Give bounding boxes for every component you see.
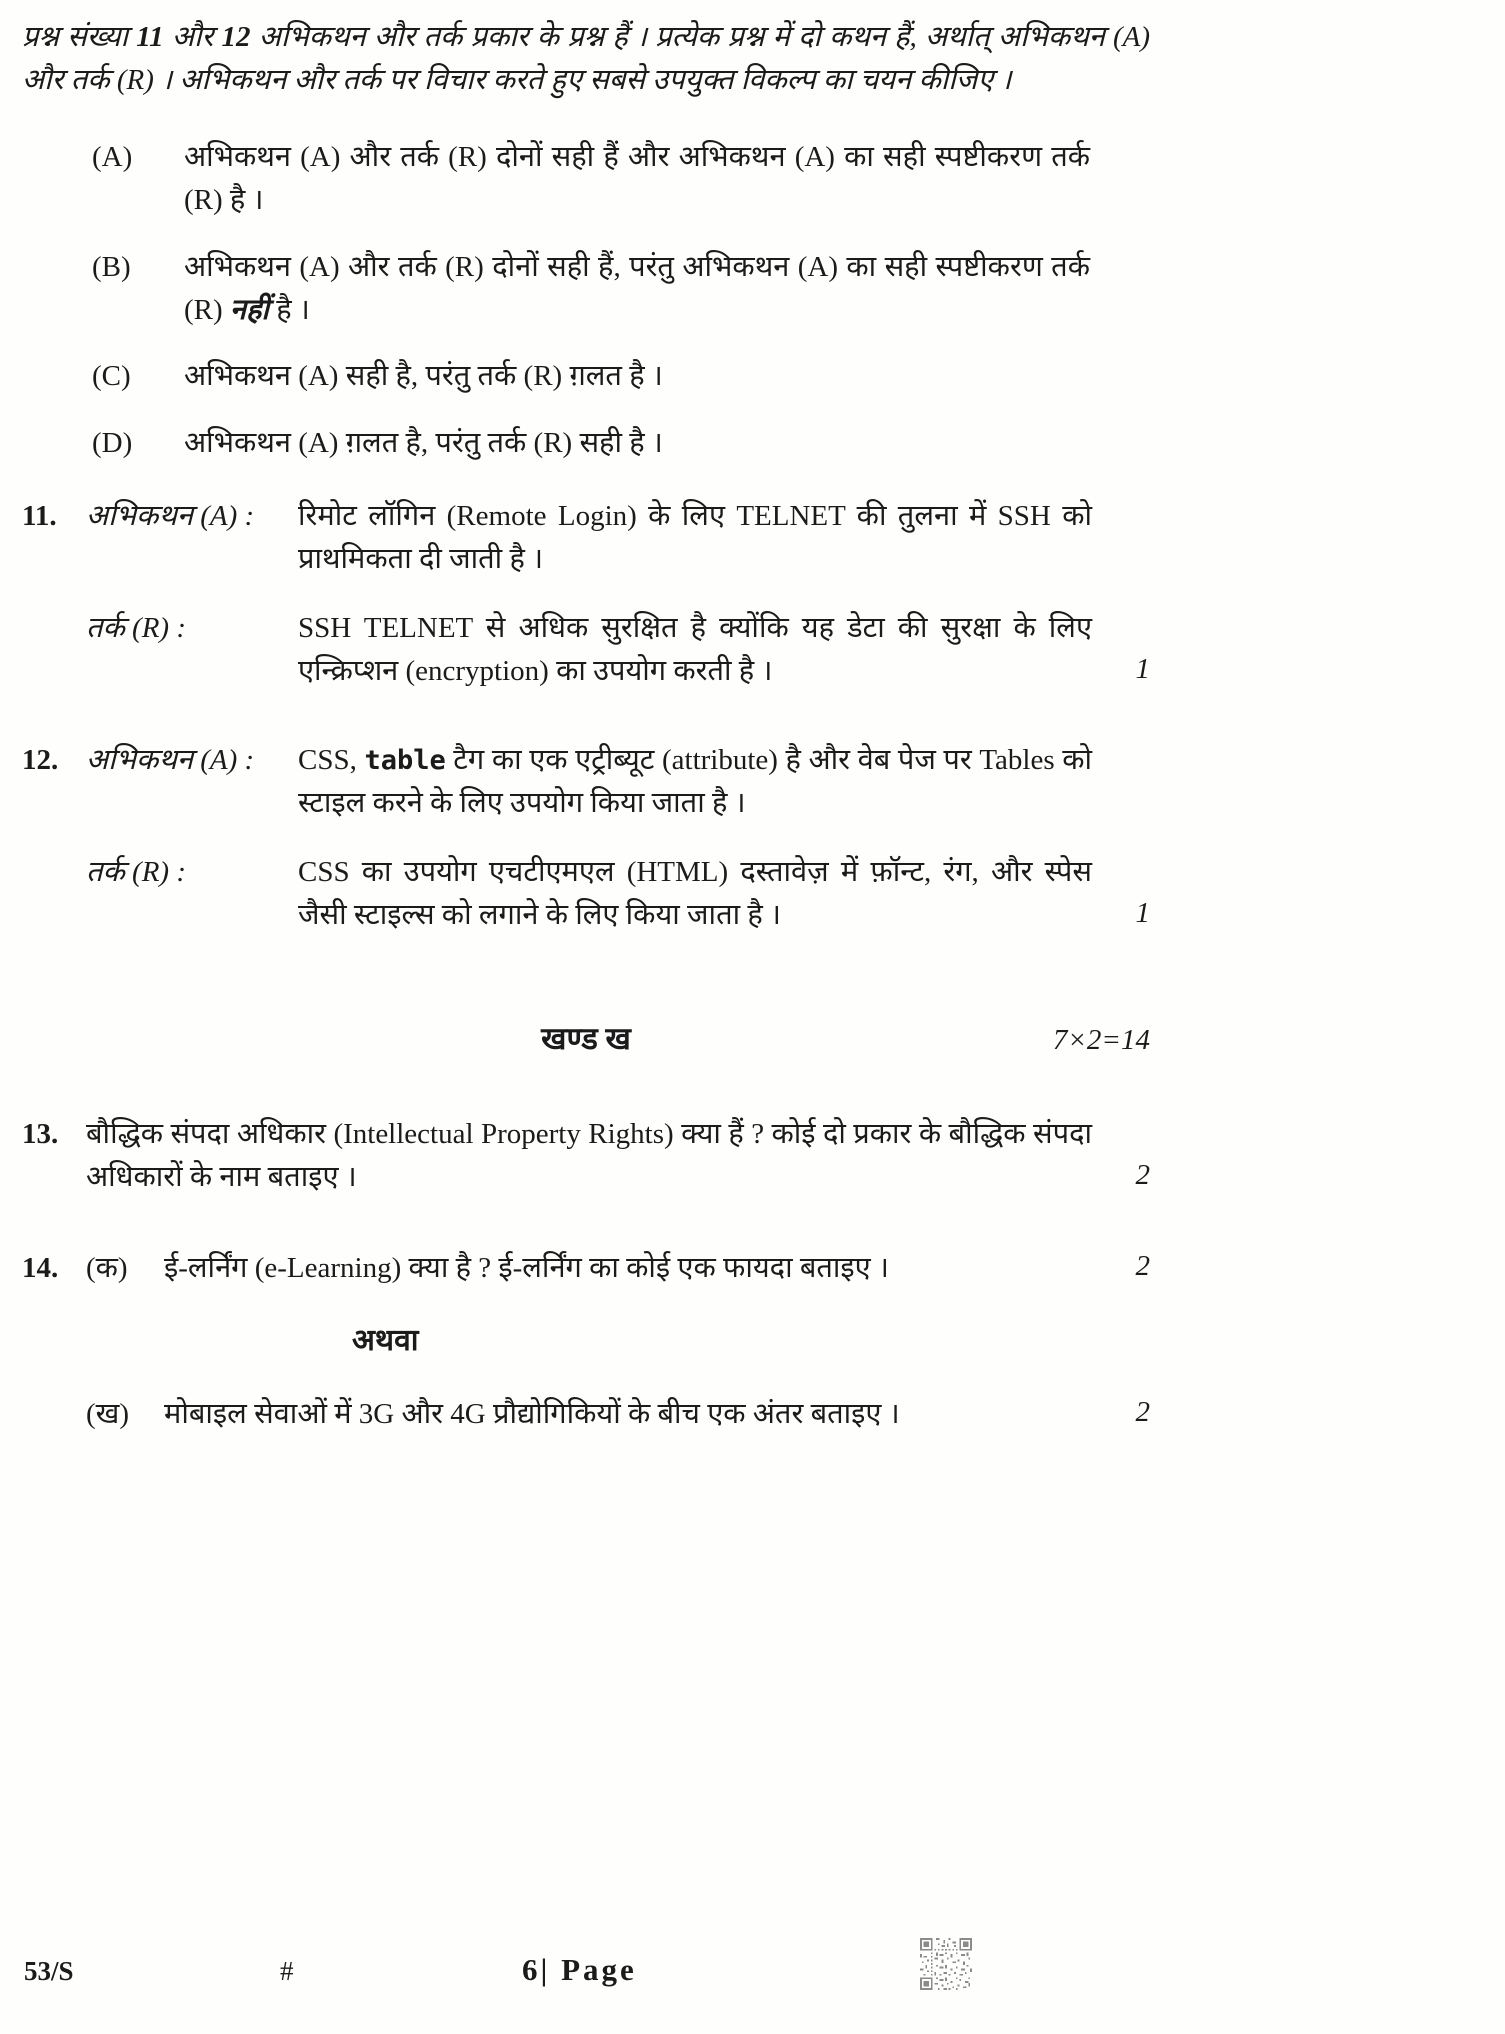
question-12-reason-label: तर्क (R) : [86, 855, 186, 888]
intro-conjunction: और [163, 21, 222, 53]
qr-code-icon [920, 1938, 972, 1990]
question-11-reason-label: तर्क (R) : [86, 612, 186, 645]
question-11-assertion-label: अभिकथन (A) : [86, 500, 255, 533]
question-14-part-a-text: ई-लर्निंग (e-Learning) क्या है ? ई-लर्निंग का कोई एक फायदा बताइए । [164, 1252, 889, 1285]
option-a-label: (A) [92, 140, 133, 173]
question-14-part-a-label: (क) [86, 1252, 128, 1285]
question-13-text: बौद्धिक संपदा अधिकार (Intellectual Property Rights) क्या हैं ? कोई दो प्रकार के बौद्धिक संपदा अधिकारों के नाम बताइए । [86, 1118, 1092, 1194]
question-11-assertion-text [298, 495, 1150, 581]
option-b [22, 246, 1150, 332]
question-13 [22, 1113, 1150, 1199]
section-title: खण्ड ख [541, 1020, 631, 1056]
option-b-text-bold: नहीं [229, 293, 269, 326]
question-11 [22, 495, 1150, 693]
question-11-assertion-row [22, 495, 1150, 581]
option-c-text [184, 355, 1150, 398]
intro-paragraph [22, 16, 1150, 102]
question-11-reason-text: SSH TELNET से अधिक सुरक्षित है क्योंकि यह डेटा की सुरक्षा के लिए एन्क्रिप्शन (encryption) का उपयोग करती है । [298, 612, 1092, 687]
paper-code: 53/S [24, 1956, 74, 1986]
question-11-spacer [22, 607, 86, 693]
option-a [22, 136, 1150, 222]
page-number: 6| Page [522, 1952, 637, 1987]
section-marks-scheme: 7×2=14 [1052, 1023, 1150, 1056]
intro-text-pre: प्रश्न संख्या [22, 21, 137, 53]
question-12-assertion-row [22, 739, 1150, 825]
option-c-label: (C) [92, 360, 131, 393]
question-12-reason-text: CSS का उपयोग एचटीएमएल (HTML) दस्तावेज़ में फ़ॉन्ट, रंग, और स्पेस जैसी स्टाइल्स को लगाने के लिए किया जाता है । [298, 855, 1092, 931]
question-14 [22, 1247, 1150, 1436]
question-13-number: 13. [22, 1118, 59, 1151]
question-13-row [22, 1113, 1150, 1199]
question-14-part-a-marks: 2 [1135, 1250, 1150, 1283]
question-11-reason-row [22, 607, 1150, 693]
option-d-label: (D) [92, 427, 133, 460]
question-12-reason-row [22, 851, 1150, 937]
question-13-marks: 2 [1135, 1159, 1150, 1192]
question-12-assertion-pre: CSS, [298, 743, 365, 776]
question-11-assertion-pre: रिमोट लॉगिन (Remote Login) के लिए TELNET की तुलना में SSH को प्राथमिकता दी जाती है । [298, 500, 1092, 576]
question-12-assertion-label: अभिकथन (A) : [86, 743, 255, 776]
question-12-spacer [22, 851, 86, 937]
or-separator: अथवा [352, 1324, 419, 1358]
intro-question-number-11: 11 [136, 21, 164, 53]
question-12-marks: 1 [1135, 896, 1150, 929]
question-14-part-b-marks: 2 [1135, 1396, 1150, 1429]
question-14-part-b-label: (ख) [86, 1398, 130, 1431]
option-d-text-main: अभिकथन (A) ग़लत है, परंतु तर्क (R) सही है । [184, 427, 663, 460]
intro-question-number-12: 12 [221, 21, 251, 53]
question-14-part-b-text: मोबाइल सेवाओं में 3G और 4G प्रौद्योगिकियों के बीच एक अंतर बताइए । [164, 1398, 900, 1431]
question-14-part-a-row [22, 1247, 1150, 1290]
question-12-number: 12. [22, 743, 59, 776]
option-d [22, 422, 1150, 465]
option-b-text [184, 246, 1150, 332]
question-11-marks: 1 [1135, 652, 1150, 685]
option-c [22, 355, 1150, 398]
intro-text-rest: अभिकथन और तर्क प्रकार के प्रश्न हैं । प्रत्येक प्रश्न में दो कथन हैं, अर्थात् अभिकथन (A) और तर्क (R) । अभिकथन और तर्क पर विचार करते हुए सबसे उपयुक्त विकल्प का चयन कीजिए । [22, 21, 1151, 96]
page-content [22, 16, 1150, 1436]
question-14-spacer [22, 1393, 86, 1436]
option-c-text-main: अभिकथन (A) सही है, परंतु तर्क (R) ग़लत है । [184, 360, 663, 393]
question-12-assertion-text [298, 739, 1150, 825]
option-b-text-main: अभिकथन (A) और तर्क (R) दोनों सही हैं, परंतु अभिकथन (A) का सही स्पष्टीकरण तर्क (R) [184, 250, 1090, 326]
option-d-text [184, 422, 1150, 465]
question-12-assertion-code: table [364, 744, 446, 776]
question-11-number: 11. [22, 500, 57, 533]
assertion-reason-options [22, 136, 1150, 465]
question-12-assertion-post: टैग का एक एट्रीब्यूट (attribute) है और वेब पेज पर Tables को स्टाइल करने के लिए उपयोग किया जाता है । [298, 743, 1092, 819]
page-footer [22, 1946, 1150, 2016]
hash-mark: # [280, 1956, 294, 1986]
question-12 [22, 739, 1150, 937]
option-a-text [184, 136, 1150, 222]
question-14-number: 14. [22, 1252, 59, 1285]
option-b-text-tail: है । [268, 293, 310, 326]
section-header [22, 1017, 1150, 1062]
question-14-part-b-row [22, 1393, 1150, 1436]
option-a-text-main: अभिकथन (A) और तर्क (R) दोनों सही हैं और अभिकथन (A) का सही स्पष्टीकरण तर्क (R) है । [184, 140, 1090, 216]
option-b-label: (B) [92, 250, 131, 283]
